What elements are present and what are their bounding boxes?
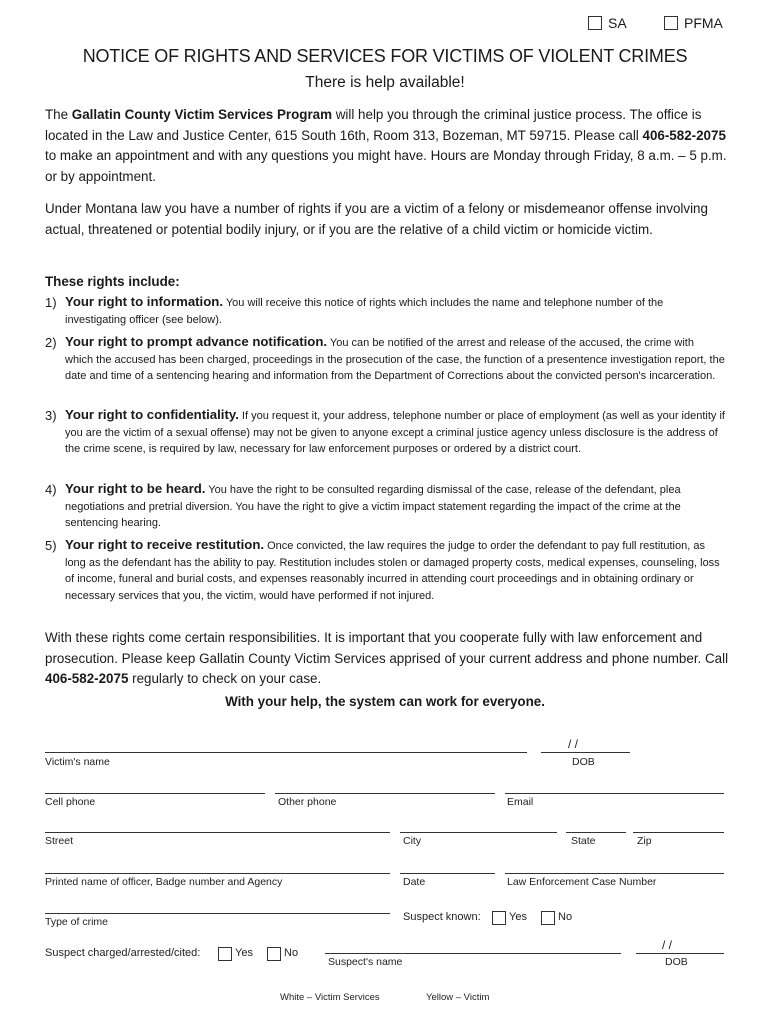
- zip-field[interactable]: [633, 832, 724, 833]
- street-field[interactable]: [45, 832, 390, 833]
- victim-dob-label: DOB: [572, 756, 595, 768]
- type-of-crime-label: Type of crime: [45, 916, 109, 928]
- suspect-known-no-checkbox[interactable]: [541, 911, 555, 925]
- program-name: Gallatin County Victim Services Program: [71, 107, 333, 122]
- closing-paragraph: With these rights come certain responsibilities. It is important that you cooperate fully with law enforcement and prosecution. Please keep Gallatin County Victim Services apprised of your current address and phone number. Call 406-582-2075 regularly to check on your case.: [45, 630, 729, 686]
- victims-name-field[interactable]: [45, 752, 527, 753]
- suspect-charged-no-checkbox[interactable]: [267, 947, 281, 961]
- suspect-charged-yes-label: Yes: [235, 947, 253, 959]
- case-number-field[interactable]: [505, 873, 724, 874]
- case-number-label: Law Enforcement Case Number: [507, 876, 657, 888]
- suspects-name-field[interactable]: [325, 953, 621, 954]
- right-item-notification: 2) Your right to prompt advance notification. You can be notified of the arrest and release of the accused, the crime with which the accused has been charged, proceedings in the prosecution of the case, the function of a presentence investigation report, the date and time of a sentencing hearing and information from the Department of Corrections about the convicted person's incarceration.: [45, 334, 725, 382]
- date-label: Date: [403, 876, 426, 888]
- suspect-dob-label: DOB: [665, 956, 688, 968]
- cell-phone-label: Cell phone: [45, 796, 96, 808]
- footer-white-copy: White – Victim Services: [280, 992, 380, 1003]
- footer-yellow-copy: Yellow – Victim: [426, 992, 490, 1003]
- date-field[interactable]: [400, 873, 495, 874]
- type-of-crime-field[interactable]: [45, 913, 390, 914]
- suspect-known-no-label: No: [558, 911, 573, 923]
- suspects-name-label: Suspect's name: [328, 956, 403, 968]
- victims-name-label: Victim's name: [45, 756, 110, 768]
- pfma-checkbox-group[interactable]: [664, 15, 723, 31]
- victim-dob-field[interactable]: [541, 752, 630, 753]
- intro-paragraph: The Gallatin County Victim Services Program will help you through the criminal justice process. The office is located in the Law and Justice Center, 615 South 16th, Room 313, Bozeman, MT 59715. Please call 406-582-2075 to make an appointment and with any questions you might have. Hours are Monday through Friday, 8 a.m. – 5 p.m. or by appointment.: [45, 107, 727, 184]
- cell-phone-field[interactable]: [45, 793, 265, 794]
- help-tagline: With your help, the system can work for everyone.: [225, 694, 545, 709]
- sa-label: SA: [608, 15, 627, 31]
- sa-checkbox[interactable]: [588, 16, 602, 30]
- suspect-charged-label: Suspect charged/arrested/cited:: [45, 947, 201, 959]
- state-label: State: [571, 835, 596, 847]
- right-item-heard: 4) Your right to be heard. You have the right to be consulted regarding dismissal of the case, release of the defendant, plea negotiations and pretrial diversion. You have the right to give a victim impact statement regarding the impact of the crime at the sentencing hearing.: [45, 481, 681, 529]
- state-field[interactable]: [566, 832, 626, 833]
- document-subtitle: There is help available!: [305, 74, 465, 91]
- right-item-restitution: 5) Your right to receive restitution. Once convicted, the law requires the judge to order the defendant to pay full restitution, as long as the defendant has the ability to pay. Restitution includes stolen or damaged property costs, medical expenses, counseling, loss of income, funeral and burial costs, and expenses reasonably incurred in attending court proceedings and in obtaining ordinary or necessary services that you, the victim, would have performed if not injured.: [45, 537, 720, 602]
- suspect-known-yes-label: Yes: [509, 911, 527, 923]
- pfma-checkbox[interactable]: [664, 16, 678, 30]
- city-field[interactable]: [400, 832, 557, 833]
- document-title: NOTICE OF RIGHTS AND SERVICES FOR VICTIMS OF VIOLENT CRIMES: [82, 46, 688, 66]
- zip-label: Zip: [637, 835, 652, 847]
- suspect-known-yes-checkbox[interactable]: [492, 911, 506, 925]
- phone-number: 406-582-2075: [642, 127, 726, 143]
- suspect-charged-no-label: No: [284, 947, 299, 959]
- montana-law-paragraph: Under Montana law you have a number of rights if you are a victim of a felony or misdemeanor offense involving actual, threatened or potential bodily injury, or if you are the relative of a child victim or homicide victim.: [45, 201, 708, 237]
- suspect-known-label: Suspect known:: [403, 911, 481, 923]
- street-label: Street: [45, 835, 74, 847]
- email-field[interactable]: [505, 793, 724, 794]
- right-item-confidentiality: 3) Your right to confidentiality. If you request it, your address, telephone number or place of employment (as well as your identity if you are the victim of a sexual offense) may not be given to anyone except a criminal justice agency unless disclosure is the address of the crime scene, is required by law, necessary for law enforcement purposes or ordered by a district court.: [45, 407, 725, 455]
- suspect-charged-yes-checkbox[interactable]: [218, 947, 232, 961]
- sa-checkbox-group[interactable]: [588, 15, 627, 31]
- other-phone-field[interactable]: [275, 793, 495, 794]
- officer-field[interactable]: [45, 873, 390, 874]
- email-label: Email: [507, 796, 534, 808]
- officer-label: Printed name of officer, Badge number and Agency: [45, 876, 283, 888]
- city-label: City: [403, 835, 422, 847]
- suspect-dob-slashes: / /: [662, 938, 673, 952]
- pfma-label: PFMA: [684, 15, 723, 31]
- right-item-information: 1) Your right to information. You will receive this notice of rights which includes the name and telephone number of the investigating officer (see below).: [45, 294, 664, 326]
- rights-heading: These rights include:: [45, 274, 180, 289]
- closing-phone-number: 406-582-2075: [45, 671, 129, 686]
- dob-slashes: / /: [568, 737, 579, 751]
- other-phone-label: Other phone: [278, 796, 337, 808]
- suspect-dob-field[interactable]: [636, 953, 724, 954]
